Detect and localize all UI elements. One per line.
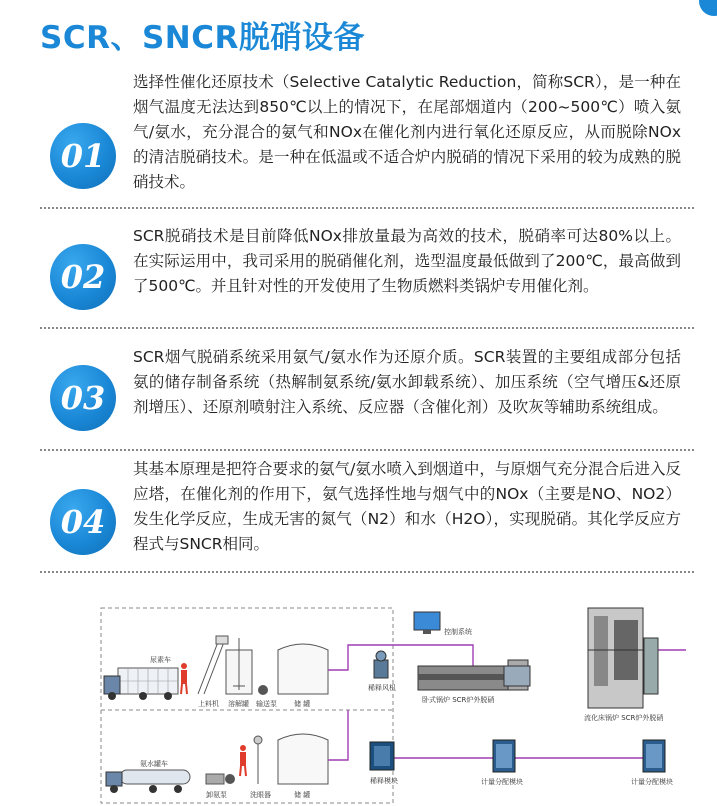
blower-icon bbox=[374, 651, 388, 678]
list-item bbox=[40, 70, 694, 200]
dilution-module-icon bbox=[370, 742, 394, 770]
list-item bbox=[40, 224, 694, 324]
dotted-divider bbox=[40, 327, 694, 329]
label-feeder: 上料机 bbox=[198, 700, 219, 708]
cfb-boiler-icon bbox=[588, 608, 658, 708]
dotted-divider bbox=[40, 571, 694, 573]
label-control-system: 控制系统 bbox=[444, 628, 472, 636]
worker-icon bbox=[240, 745, 246, 776]
label-transfer-pump: 输送泵 bbox=[256, 700, 277, 708]
label-unload-pump: 卸氨泵 bbox=[206, 791, 227, 799]
storage-tank-icon bbox=[278, 644, 328, 694]
urea-truck-icon bbox=[104, 668, 178, 700]
item-paragraph: 选择性催化还原技术（Selective Catalytic Reduction，简称SCR），是一种在烟气温度无法达到850℃以上的情况下，在尾部烟道内（200~500℃）喷入氨气/氨水，充分混合的氨气和NOx在催化剂内进行氧化还原反应，从而脱除NOx的清洁脱硝技术。是一种在低温或不适合炉内脱硝的情况下采用的较为成熟的脱硝技术。 bbox=[133, 73, 681, 191]
item-paragraph: SCR脱硝技术是目前降低NOx排放量最为高效的技术，脱硝率可达80%以上。在实际运用中，我司采用的脱硝催化剂，选型温度最低做到了200℃，最高做到了500℃。并且针对性的开发使用了生物质燃料类锅炉专用催化剂。 bbox=[133, 227, 681, 295]
item-paragraph: SCR烟气脱硝系统采用氨气/氨水作为还原介质。SCR装置的主要组成部分包括氨的储存制备系统（热解制氨系统/氨水卸载系统）、加压系统（空气增压&还原剂增压）、还原剂喷射注入系统、反应器（含催化剂）及吹灰等辅助系统组成。 bbox=[133, 348, 681, 416]
eyewash-station-icon bbox=[254, 736, 262, 784]
item-paragraph: 其基本原理是把符合要求的氨气/氨水喷入到烟道中，与原烟气充分混合后进入反应塔，在催化剂的作用下，氨气选择性地与烟气中的NOx（主要是NO、NO2）发生化学反应，生成无害的氮气（N2）和水（H2O），实现脱硝。其化学反应方程式与SNCR相同。 bbox=[133, 460, 681, 553]
label-ammonia-truck: 氨水罐车 bbox=[140, 760, 168, 768]
dissolve-tank-icon bbox=[226, 638, 252, 694]
corner-decoration bbox=[699, 0, 717, 16]
item-number-badge: 03 bbox=[50, 365, 116, 431]
item-number-badge: 01 bbox=[50, 123, 116, 189]
list-item bbox=[40, 345, 694, 445]
label-eyewash: 洗眼器 bbox=[250, 791, 271, 799]
label-storage-tank: 储 罐 bbox=[294, 700, 311, 708]
ammonia-truck-icon bbox=[106, 770, 190, 793]
distribution-module-icon bbox=[493, 740, 515, 772]
label-dissolve-tank: 溶解罐 bbox=[228, 700, 249, 708]
label-distribution-module: 计量分配模块 bbox=[481, 778, 523, 786]
horizontal-boiler-icon bbox=[418, 660, 530, 690]
item-number-badge: 02 bbox=[50, 244, 116, 310]
label-distribution-module: 计量分配模块 bbox=[631, 778, 673, 786]
distribution-module-icon bbox=[643, 740, 665, 772]
label-blower: 稀释风机 bbox=[368, 684, 396, 692]
list-item bbox=[40, 457, 694, 562]
item-number-badge: 04 bbox=[50, 489, 116, 555]
scr-process-diagram bbox=[98, 590, 686, 804]
unload-pump-icon bbox=[206, 774, 235, 784]
feeder-icon bbox=[198, 636, 228, 694]
dotted-divider bbox=[40, 449, 694, 451]
worker-icon bbox=[181, 663, 187, 694]
storage-tank-icon bbox=[278, 734, 328, 784]
control-system-icon bbox=[414, 612, 440, 634]
label-horizontal-boiler: 卧式锅炉 SCR炉外脱硝 bbox=[422, 696, 495, 704]
label-storage-tank: 储 罐 bbox=[294, 791, 311, 799]
label-dilution-module: 稀释模块 bbox=[370, 777, 398, 785]
label-cfb-boiler: 流化床锅炉 SCR炉外脱硝 bbox=[584, 714, 664, 722]
dotted-divider bbox=[40, 207, 694, 209]
page-title: SCR、SNCR脱硝设备 bbox=[40, 20, 365, 56]
label-urea-truck: 尿素车 bbox=[150, 656, 171, 664]
transfer-pump-icon bbox=[258, 685, 268, 695]
